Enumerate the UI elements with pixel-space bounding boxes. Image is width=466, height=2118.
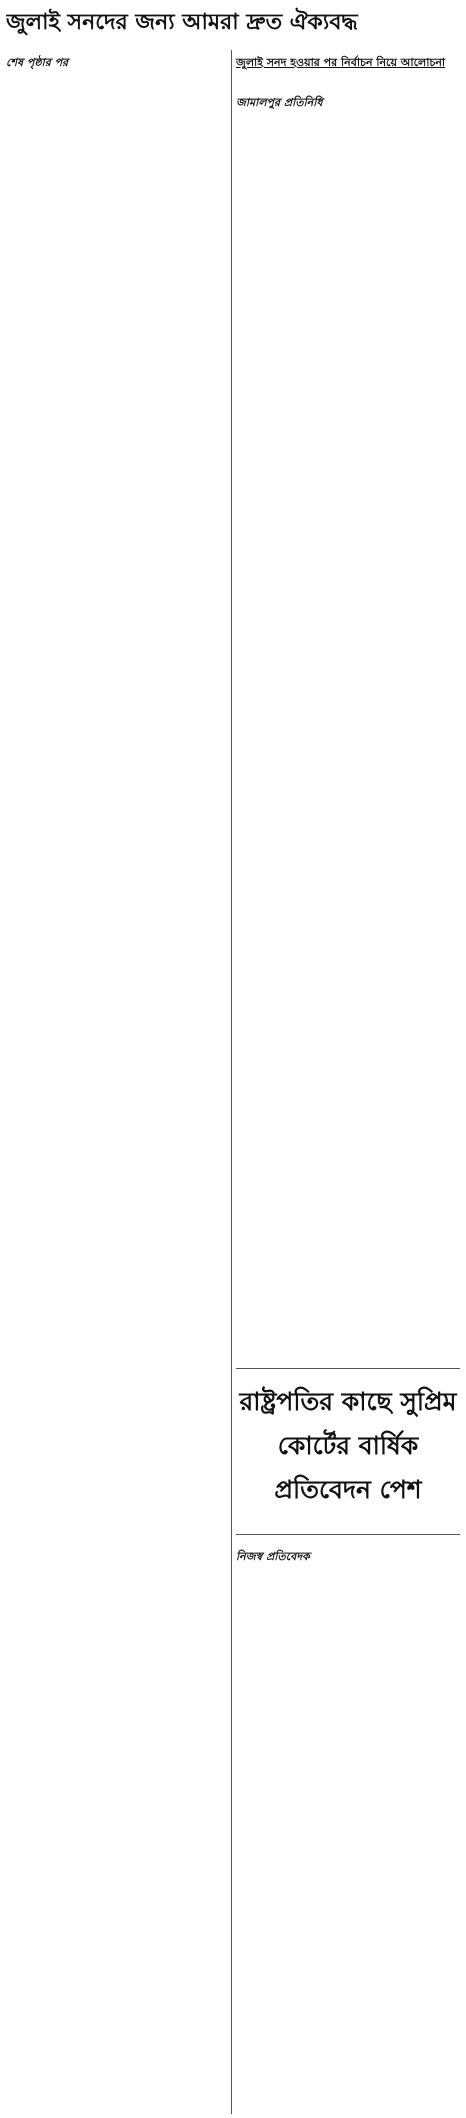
continued-from-label: শেষ পৃষ্ঠার পর (6, 56, 69, 69)
left-column (6, 54, 229, 2114)
main-story-body-left (6, 72, 229, 2112)
main-story-body-right-2 (236, 94, 460, 1362)
column-divider (231, 50, 232, 2114)
second-story-byline: নিজস্ব প্রতিবেদক (236, 1550, 310, 1563)
main-story-subhead: জুলাই সনদ হওয়ার পর নির্বাচন নিয়ে আলোচনা (236, 56, 446, 69)
second-story-headline: রাষ্ট্রপতির কাছে সুপ্রিম কোর্টের বার্ষিক প্রতিবেদন পেশ (239, 1387, 457, 1504)
main-headline: জুলাই সনদের জন্য আমরা দ্রুত ঐক্যবদ্ধ (6, 9, 358, 35)
story-separator-top (236, 1368, 460, 1369)
story-separator-bottom (236, 1534, 460, 1535)
main-story-byline: জামালপুর প্রতিনিধি (236, 96, 323, 109)
main-story-body-right-1 (236, 2, 460, 52)
right-column (236, 2, 460, 2114)
second-story-body (236, 1564, 460, 2114)
